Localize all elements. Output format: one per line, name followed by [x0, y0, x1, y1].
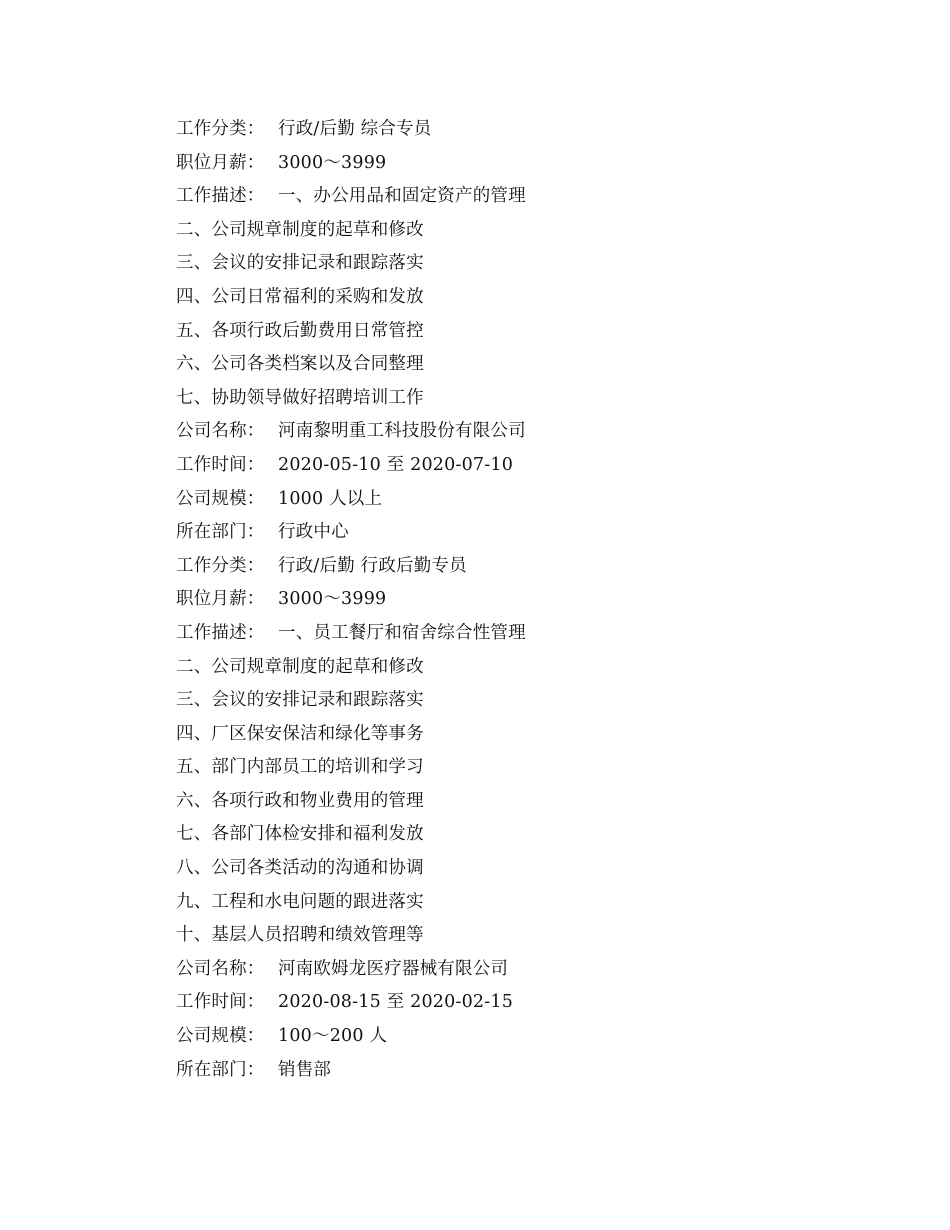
- description-item: 七、协助领导做好招聘培训工作: [176, 387, 424, 408]
- work-period-row: [176, 449, 876, 483]
- company-name-row: [176, 953, 876, 987]
- description-item: 四、厂区保安保洁和绿化等事务: [176, 723, 424, 744]
- field-label: 职位月薪：: [176, 152, 265, 173]
- field-label: 所在部门：: [176, 522, 265, 543]
- field-value: 2020-05-10 至 2020-07-10: [278, 454, 514, 475]
- job-description-row: [176, 617, 876, 651]
- description-item: 五、各项行政后勤费用日常管控: [176, 320, 424, 341]
- job-description-row: [176, 180, 876, 214]
- field-label: 工作时间：: [176, 992, 265, 1013]
- description-item: 六、各项行政和物业费用的管理: [176, 790, 424, 811]
- field-label: 工作描述：: [176, 622, 265, 643]
- job-category-row: [176, 113, 876, 147]
- description-item: 五、部门内部员工的培训和学习: [176, 757, 424, 778]
- company-size-row: [176, 483, 876, 517]
- field-label: 公司规模：: [176, 1026, 265, 1047]
- field-value: 3000～3999: [278, 152, 387, 173]
- field-label: 工作分类：: [176, 119, 265, 139]
- description-item: 十、基层人员招聘和绩效管理等: [176, 925, 424, 946]
- monthly-salary-row: [176, 147, 876, 181]
- department-row: [176, 1054, 876, 1088]
- field-value: 行政中心: [278, 522, 349, 543]
- field-value: 一、员工餐厅和宿舍综合性管理: [278, 622, 526, 643]
- field-label: 公司名称：: [176, 421, 265, 442]
- field-value: 行政/后勤 行政后勤专员: [278, 555, 467, 576]
- company-name-row: [176, 415, 876, 449]
- field-label: 工作描述：: [176, 186, 265, 207]
- description-item: 二、公司规章制度的起草和修改: [176, 656, 424, 677]
- company-size-row: [176, 1020, 876, 1054]
- field-value: 一、办公用品和固定资产的管理: [278, 186, 526, 207]
- field-value: 河南黎明重工科技股份有限公司: [278, 421, 526, 442]
- description-item: 八、公司各类活动的沟通和协调: [176, 858, 424, 879]
- field-label: 所在部门：: [176, 1059, 265, 1080]
- work-period-row: [176, 986, 876, 1020]
- description-item: 三、会议的安排记录和跟踪落实: [176, 690, 424, 711]
- field-label: 职位月薪：: [176, 589, 265, 610]
- field-value: 销售部: [278, 1059, 332, 1080]
- field-value: 1000 人以上: [278, 488, 383, 509]
- field-label: 工作时间：: [176, 454, 265, 475]
- field-label: 工作分类：: [176, 555, 265, 576]
- field-value: 河南欧姆龙医疗器械有限公司: [278, 958, 509, 979]
- resume-work-history: [176, 113, 876, 1087]
- field-label: 公司规模：: [176, 488, 265, 509]
- description-item: 七、各部门体检安排和福利发放: [176, 824, 424, 845]
- field-value: 100～200 人: [278, 1026, 388, 1047]
- monthly-salary-row: [176, 583, 876, 617]
- description-item: 六、公司各类档案以及合同整理: [176, 354, 424, 375]
- field-label: 公司名称：: [176, 958, 265, 979]
- description-item: 九、工程和水电问题的跟进落实: [176, 891, 424, 912]
- description-item: 二、公司规章制度的起草和修改: [176, 219, 424, 240]
- description-item: 四、公司日常福利的采购和发放: [176, 286, 424, 307]
- field-value: 3000～3999: [278, 589, 387, 610]
- field-value: 行政/后勤 综合专员: [278, 119, 432, 139]
- department-row: [176, 516, 876, 550]
- field-value: 2020-08-15 至 2020-02-15: [278, 992, 514, 1013]
- description-item: 三、会议的安排记录和跟踪落实: [176, 253, 424, 274]
- job-category-row: [176, 550, 876, 584]
